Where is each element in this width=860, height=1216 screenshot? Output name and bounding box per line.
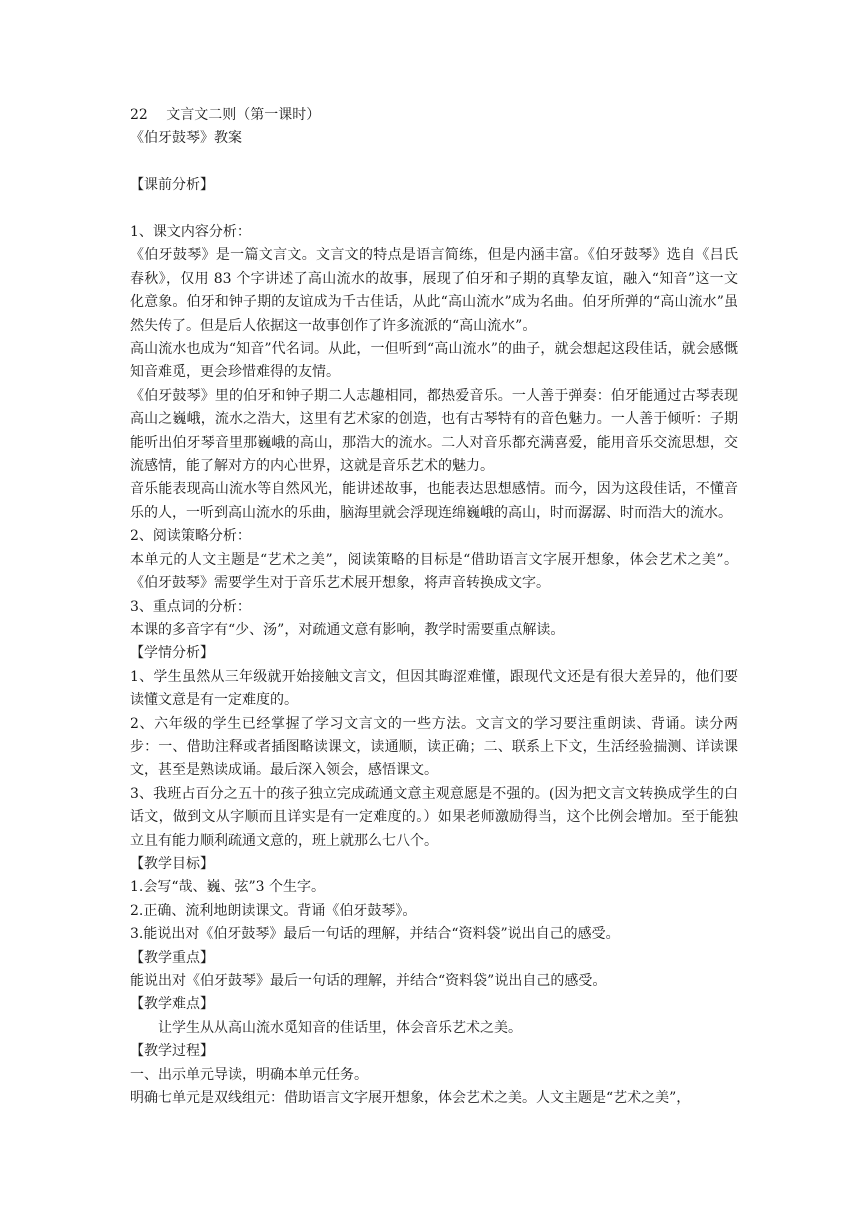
content-paragraph-4: 音乐能表现高山流水等自然风光，能讲述故事，也能表达思想感情。而今，因为这段佳话，不懂音乐的人，一听到高山流水的乐曲，脑海里就会浮现连绵巍峨的高山，时而潺潺、时而浩大的流水。 — [130, 481, 738, 521]
key-point-paragraph: 能说出对《伯牙鼓琴》最后一句话的理解，并结合“资料袋”说出自己的感受。 — [130, 973, 607, 989]
blank-line — [130, 198, 738, 221]
blank-line — [130, 151, 738, 174]
difficulty-paragraph: 让学生从从高山流水觅知音的佳话里，体会音乐艺术之美。 — [158, 1019, 522, 1036]
section-heading-student-analysis: 【学情分析】 — [130, 645, 214, 662]
process-paragraph: 明确七单元是双线组元：借助语言文字展开想象，体会艺术之美。人文主题是“艺术之美”， — [130, 1090, 691, 1107]
strategy-paragraph: 本单元的人文主题是“艺术之美”，阅读策略的目标是“借助语言文字展开想象，体会艺术之美”。《伯牙鼓琴》需要学生对于音乐艺术展开想象，将声音转换成文字。 — [130, 551, 738, 592]
teaching-goal-2: 2.正确、流利地朗读课文。背诵《伯牙鼓琴》。 — [130, 902, 417, 919]
section-heading-key-point: 【教学重点】 — [130, 949, 214, 966]
teaching-goal-3: 3.能说出对《伯牙鼓琴》最后一句话的理解，并结合“资料袋”说出自己的感受。 — [130, 926, 620, 943]
student-analysis-3: 3、我班占百分之五十的孩子独立完成疏通文意主观意愿是不强的。(因为把文言文转换成学生的白话文，做到文从字顺而且详实是有一定难度的。）如果老师激励得当，这个比例会增加。至于能独立且有能力顺利疏通文意的，班上就那么七八个。 — [130, 785, 738, 849]
teaching-goal-1: 1.会写“哉、巍、弦”3 个生字。 — [130, 879, 326, 896]
student-analysis-2: 2、六年级的学生已经掌握了学习文言文的一些方法。文言文的学习要注重朗读、背诵。读分两步：一、借助注释或者插图略读课文，读通顺，读正确；二、联系上下文，生活经验揣测、详读课文，甚至是熟读成诵。最后深入领会，感悟课文。 — [130, 715, 738, 779]
student-analysis-1: 1、学生虽然从三年级就开始接触文言文，但因其晦涩难懂，跟现代文还是有很大差异的，他们要读懂文意是有一定难度的。 — [130, 668, 738, 709]
lesson-title: 22 文言文二则（第一课时） — [130, 107, 321, 123]
content-paragraph-1: 《伯牙鼓琴》是一篇文言文。文言文的特点是语言简练，但是内涵丰富。《伯牙鼓琴》选自《吕氏春秋》，仅用 83 个字讲述了高山流水的故事，展现了伯牙和子期的真挚友谊，融入“知音”这一文化意象。伯牙和钟子期的友谊成为千古佳话，从此“高山流水”成为名曲。伯牙所弹的“高山流水”虽然失传了。但是后人依据这一故事创作了许多流派的“高山流水”。 — [130, 247, 738, 334]
lesson-subtitle: 《伯牙鼓琴》教案 — [130, 130, 242, 147]
section-heading-difficulty: 【教学难点】 — [130, 996, 214, 1013]
document-body — [130, 104, 738, 1110]
heading-key-words: 3、重点词的分析： — [130, 598, 251, 615]
process-step-1: 一、出示单元导读，明确本单元任务。 — [130, 1066, 368, 1083]
content-paragraph-3: 《伯牙鼓琴》里的伯牙和钟子期二人志趣相同，都热爱音乐。一人善于弹奏：伯牙能通过古琴表现高山之巍峨，流水之浩大，这里有艺术家的创造，也有古琴特有的音色魅力。一人善于倾听：子期能听出伯牙琴音里那巍峨的高山，那浩大的流水。二人对音乐都充满喜爱，能用音乐交流思想，交流感情，能了解对方的内心世界，这就是音乐艺术的魅力。 — [130, 387, 738, 475]
section-heading-pre-analysis: 【课前分析】 — [130, 177, 214, 194]
section-heading-teaching-goals: 【教学目标】 — [130, 855, 214, 872]
section-heading-process: 【教学过程】 — [130, 1043, 214, 1060]
key-words-paragraph: 本课的多音字有“少、汤”，对疏通文意有影响，教学时需要重点解读。 — [130, 621, 565, 638]
heading-content-analysis: 1、课文内容分析： — [130, 224, 251, 240]
content-paragraph-2: 高山流水也成为“知音”代名词。从此，一但听到“高山流水”的曲子，就会想起这段佳话，就会感慨知音难觅，更会珍惜难得的友情。 — [130, 341, 738, 381]
heading-reading-strategy: 2、阅读策略分析： — [130, 528, 251, 545]
